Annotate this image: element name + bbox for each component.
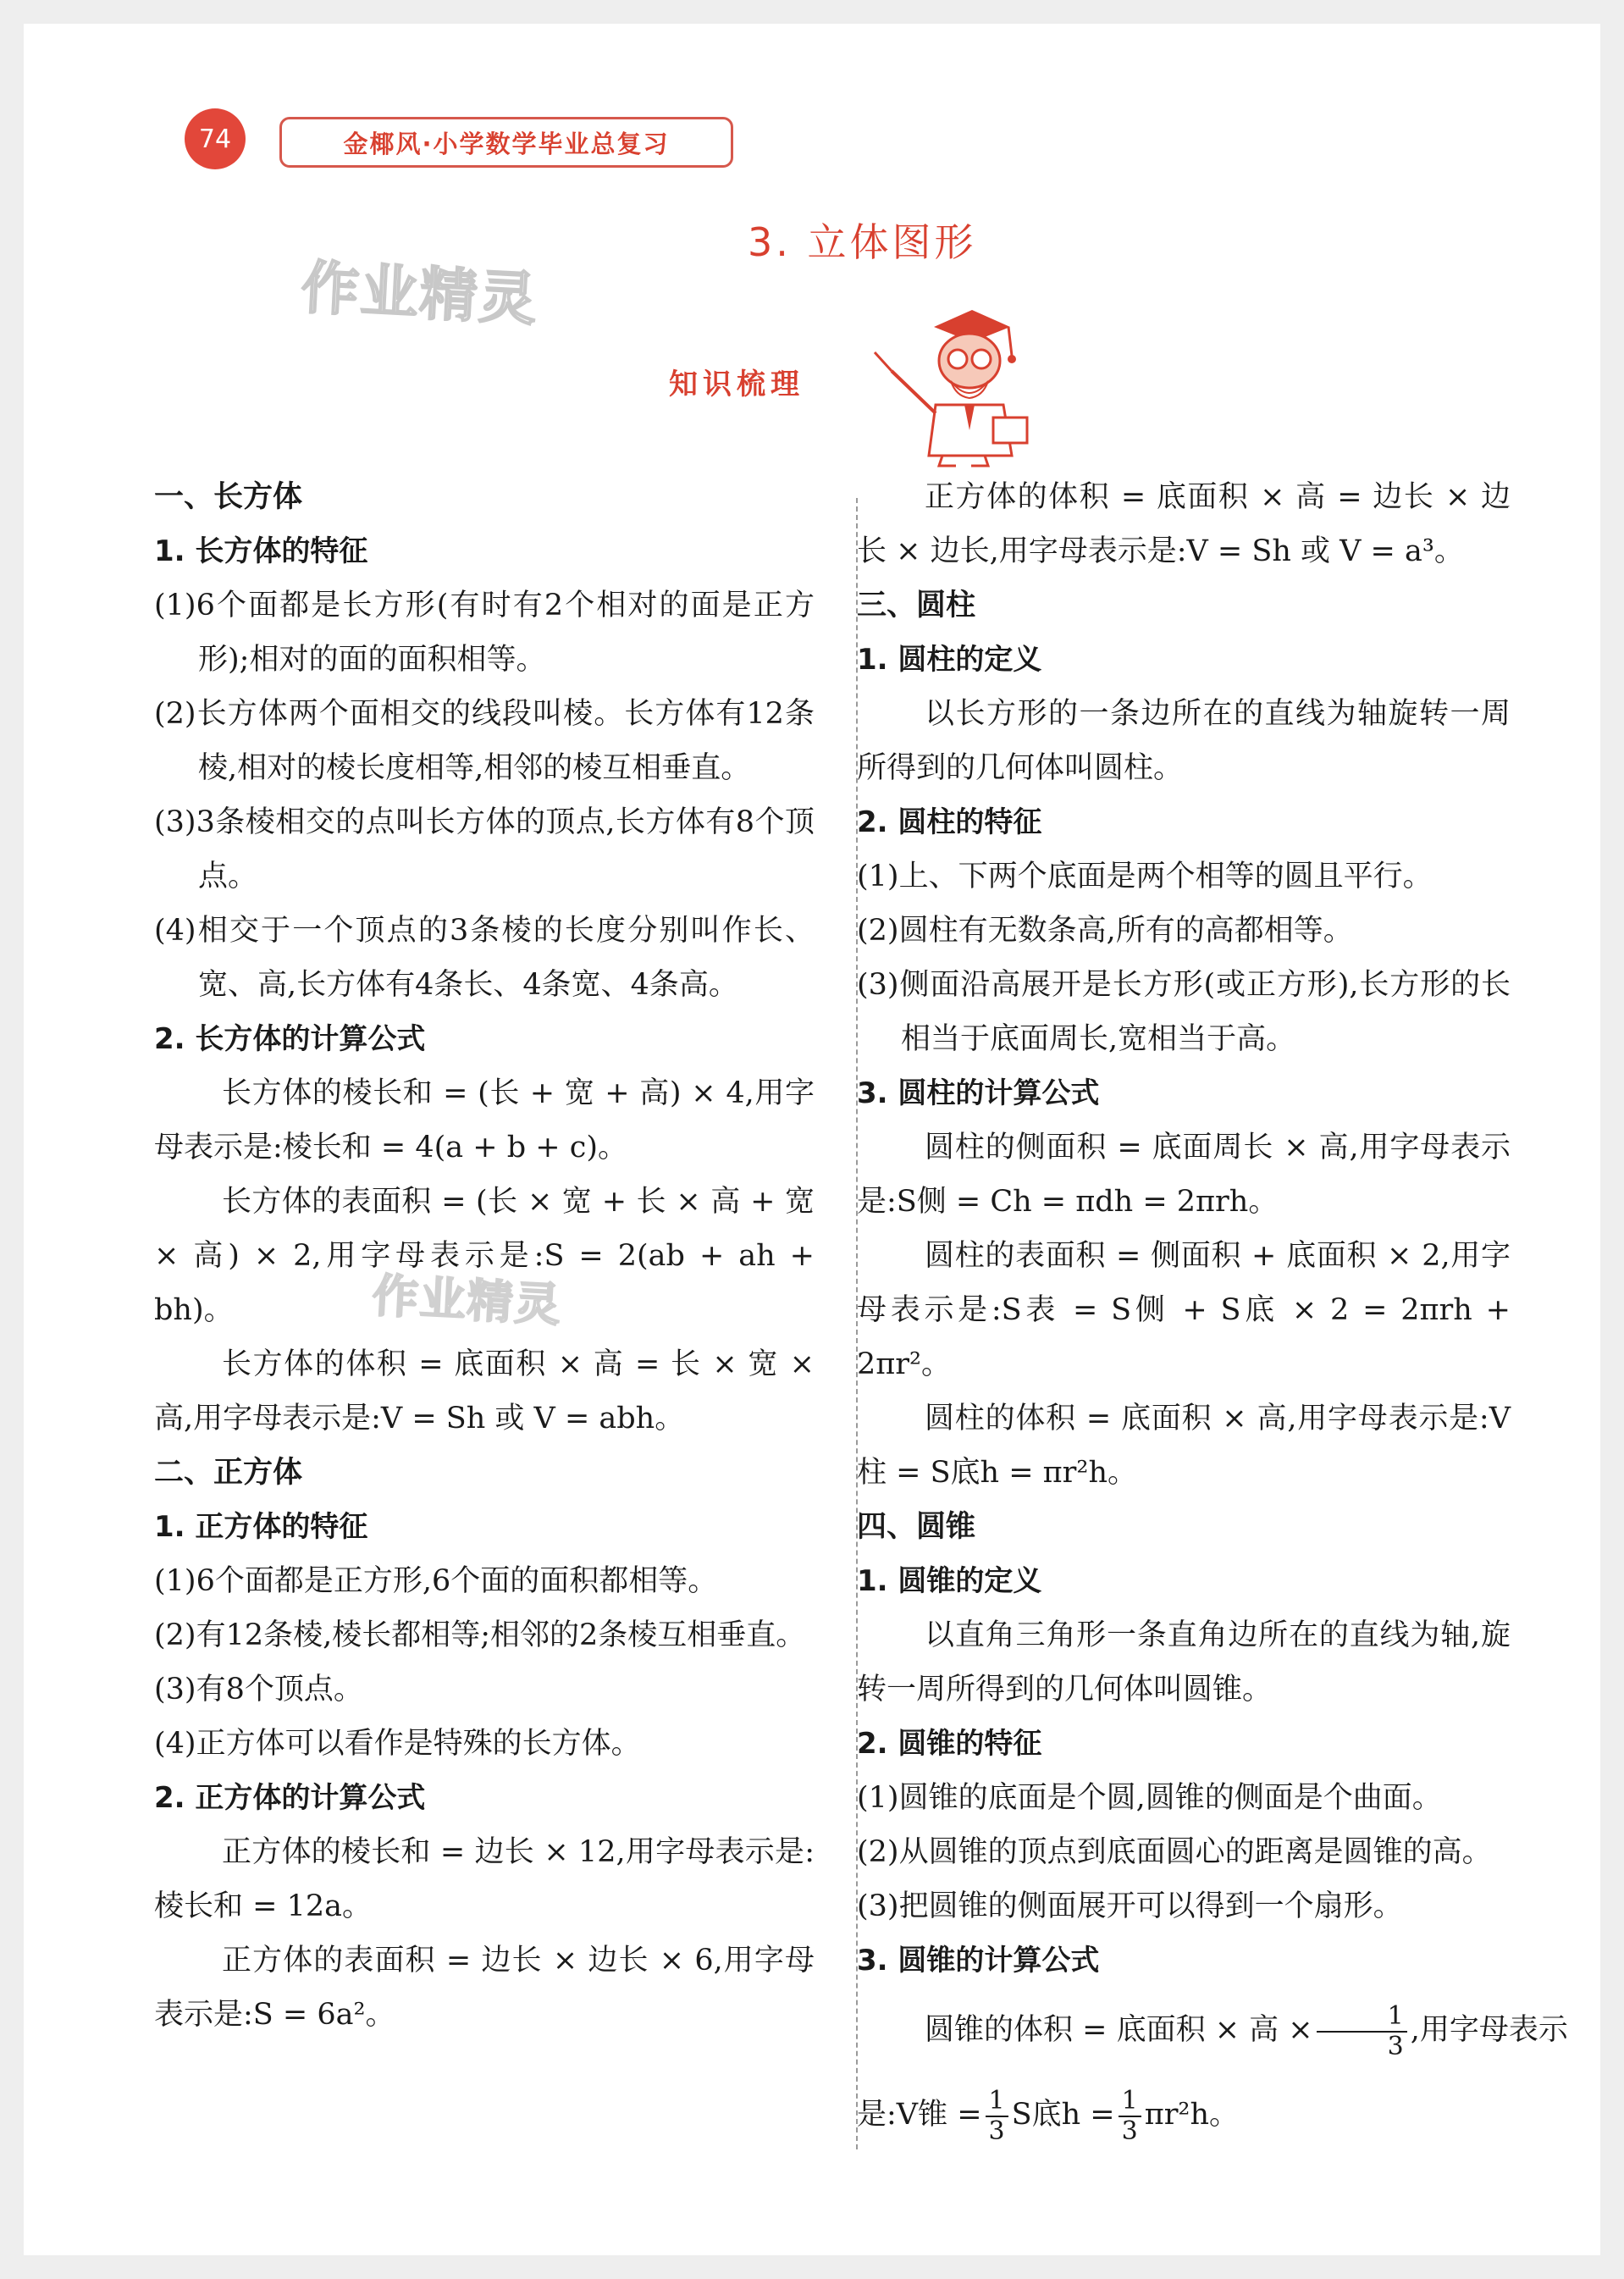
- left-column: [154, 470, 815, 2042]
- paragraph: 长方体的表面积 = (长 × 宽 + 长 × 高 + 宽 × 高) × 2,用字母表示是:S = 2(ab + ah + bh)。: [154, 1185, 815, 1327]
- list-item: (3)3条棱相交的点叫长方体的顶点,长方体有8个顶点。: [154, 805, 815, 893]
- knowledge-banner: 知识梳理: [669, 368, 804, 401]
- paragraph: 长方体的体积 = 底面积 × 高 = 长 × 宽 × 高,用字母表示是:V = Sh 或 V = abh。: [154, 1347, 815, 1435]
- formula-text: πr²h。: [1144, 2098, 1240, 2132]
- list-item: (3)把圆锥的侧面展开可以得到一个扇形。: [857, 1889, 1403, 1923]
- paragraph: 长方体的棱长和 = (长 + 宽 + 高) × 4,用字母表示是:棱长和 = 4(a + b + c)。: [154, 1076, 815, 1164]
- list-item: (4)相交于一个顶点的3条棱的长度分别叫作长、宽、高,长方体有4条长、4条宽、4条高。: [154, 914, 815, 1002]
- formula-text: ,用字母表示: [1410, 2013, 1568, 2047]
- series-title: 金椰风·小学数学毕业总复习: [279, 117, 733, 168]
- paragraph: 正方体的表面积 = 边长 × 边长 × 6,用字母表示是:S = 6a²。: [154, 1944, 815, 2032]
- fraction: [1119, 2087, 1141, 2146]
- subheading: 1. 圆柱的定义: [857, 643, 1042, 677]
- fraction-numerator: 1: [986, 2087, 1008, 2117]
- fraction: [1317, 2002, 1407, 2061]
- cone-volume-formula-line2: [857, 2072, 1511, 2157]
- subheading: 1. 圆锥的定义: [857, 1564, 1042, 1598]
- heading: 一、长方体: [154, 480, 303, 514]
- list-item: (1)6个面都是正方形,6个面的面积都相等。: [154, 1564, 718, 1598]
- heading: 三、圆柱: [857, 589, 976, 622]
- subheading: 2. 圆柱的特征: [857, 805, 1042, 839]
- formula-text: 圆锥的体积 = 底面积 × 高 ×: [925, 2013, 1313, 2047]
- formula-text: S底h =: [1011, 2098, 1115, 2132]
- subheading: 1. 正方体的特征: [154, 1510, 368, 1544]
- subheading: 1. 长方体的特征: [154, 534, 368, 568]
- fraction-denominator: 3: [988, 2116, 1005, 2146]
- list-item: (1)上、下两个底面是两个相等的圆且平行。: [857, 860, 1433, 893]
- paragraph: 以长方形的一条边所在的直线为轴旋转一周所得到的几何体叫圆柱。: [857, 697, 1511, 785]
- subheading: 3. 圆柱的计算公式: [857, 1076, 1100, 1110]
- paragraph: 正方体的棱长和 = 边长 × 12,用字母表示是:棱长和 = 12a。: [154, 1835, 815, 1923]
- fraction-numerator: 1: [1119, 2087, 1141, 2117]
- cone-volume-formula: [857, 1988, 1568, 2072]
- formula-text: 是:V锥 =: [857, 2098, 982, 2132]
- list-item: (2)圆柱有无数条高,所有的高都相等。: [857, 914, 1353, 948]
- paragraph: 圆柱的侧面积 = 底面周长 × 高,用字母表示是:S侧 = Ch = πdh = 2πrh。: [857, 1131, 1511, 1219]
- fraction-denominator: 3: [1387, 2031, 1404, 2061]
- list-item: (3)侧面沿高展开是长方形(或正方形),长方形的长相当于底面周长,宽相当于高。: [857, 968, 1511, 1056]
- list-item: (2)长方体两个面相交的线段叫棱。长方体有12条棱,相对的棱长度相等,相邻的棱互相垂直。: [154, 697, 815, 785]
- subheading: 2. 长方体的计算公式: [154, 1022, 426, 1056]
- subheading: 2. 圆锥的特征: [857, 1727, 1042, 1761]
- right-column: [857, 470, 1568, 2157]
- fraction: [986, 2087, 1008, 2146]
- list-item: (3)有8个顶点。: [154, 1673, 363, 1706]
- page-number-badge: 74: [185, 108, 246, 169]
- paragraph: 圆柱的体积 = 底面积 × 高,用字母表示是:V柱 = S底h = πr²h。: [857, 1402, 1511, 1490]
- list-item: (1)圆锥的底面是个圆,圆锥的侧面是个曲面。: [857, 1781, 1442, 1815]
- list-item: (4)正方体可以看作是特殊的长方体。: [154, 1727, 641, 1761]
- list-item: (2)从圆锥的顶点到底面圆心的距离是圆锥的高。: [857, 1835, 1492, 1869]
- heading: 四、圆锥: [857, 1510, 976, 1544]
- paragraph: 圆柱的表面积 = 侧面积 + 底面积 × 2,用字母表示是:S表 = S侧 + S底 × 2 = 2πrh + 2πr²。: [857, 1239, 1511, 1381]
- fraction-denominator: 3: [1121, 2116, 1138, 2146]
- paragraph: 正方体的体积 = 底面积 × 高 = 边长 × 边长 × 边长,用字母表示是:V = Sh 或 V = a³。: [857, 480, 1511, 568]
- heading: 二、正方体: [154, 1456, 303, 1490]
- watermark: 作业精灵: [299, 254, 540, 335]
- watermark: 作业精灵: [371, 1269, 564, 1332]
- subheading: 2. 正方体的计算公式: [154, 1781, 426, 1815]
- list-item: (2)有12条棱,棱长都相等;相邻的2条棱互相垂直。: [154, 1618, 806, 1652]
- paragraph: 以直角三角形一条直角边所在的直线为轴,旋转一周所得到的几何体叫圆锥。: [857, 1618, 1511, 1706]
- subheading: 3. 圆锥的计算公式: [857, 1944, 1100, 1978]
- fraction-numerator: 1: [1317, 2002, 1407, 2033]
- list-item: (1)6个面都是长方形(有时有2个相对的面是正方形);相对的面的面积相等。: [154, 589, 815, 677]
- section-title: 3. 立体图形: [748, 219, 977, 265]
- professor-mascot-icon: [858, 303, 1052, 468]
